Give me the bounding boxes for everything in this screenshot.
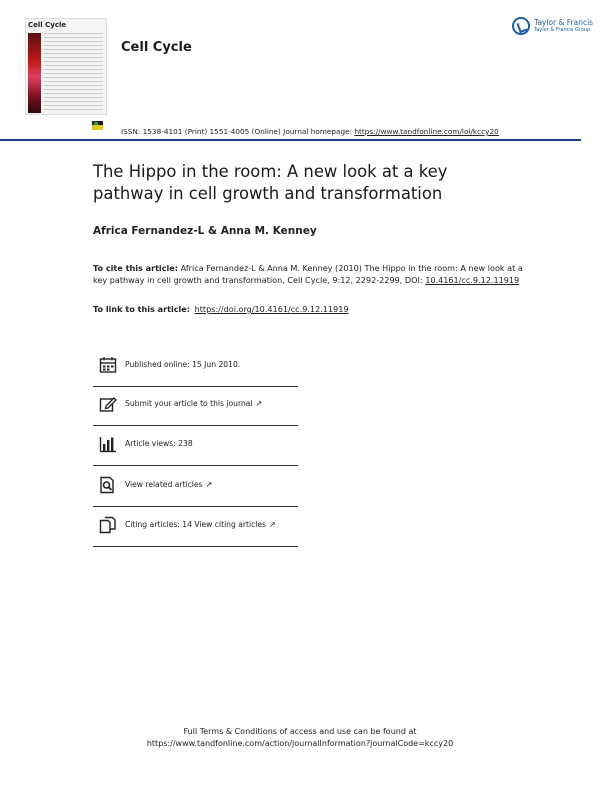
header-divider	[0, 139, 581, 141]
metric-citing-articles[interactable]	[93, 507, 298, 547]
metric-label: Article views: 238	[125, 439, 193, 448]
search-document-icon	[99, 476, 117, 494]
issn-text: ISSN: 1538-4101 (Print) 1551-4005 (Online) Journal homepage:	[121, 127, 355, 136]
metric-submit-link[interactable]	[125, 399, 262, 408]
publisher-logo-sub: Taylor & Francis Group	[534, 27, 591, 33]
link-label: To link to this article:	[93, 304, 191, 314]
cite-label: To cite this article:	[93, 263, 179, 273]
cite-doi-link[interactable]: 10.4161/cc.9.12.11919	[425, 275, 520, 285]
metric-submit-article[interactable]	[93, 386, 298, 426]
cover-image	[28, 33, 41, 113]
footer-terms-link[interactable]: https://www.tandfonline.com/action/journalInformation?journalCode=kccy20	[146, 739, 454, 748]
bar-chart-icon	[99, 435, 117, 453]
publisher-logo[interactable]	[512, 16, 594, 38]
calendar-icon	[99, 356, 117, 374]
metric-related-link[interactable]	[125, 480, 212, 489]
metric-published-online	[93, 347, 298, 387]
metric-label: Citing articles: 14 View citing articles	[125, 520, 266, 529]
copy-documents-icon	[99, 516, 117, 534]
article-authors: Africa Fernandez-L & Anna M. Kenney	[93, 225, 317, 237]
publisher-logo-icon	[512, 17, 530, 35]
publisher-logo-text: Taylor & Francis	[534, 18, 594, 27]
external-link-icon: ↗	[205, 480, 213, 489]
journal-name: Cell Cycle	[121, 40, 192, 55]
metric-label: Published online: 15 Jun 2010.	[125, 360, 241, 369]
journal-homepage-link[interactable]: https://www.tandfonline.com/loi/kccy20	[354, 127, 499, 136]
metric-article-views	[93, 426, 298, 466]
metric-label: View related articles	[125, 480, 203, 489]
metric-citing-link[interactable]	[125, 520, 276, 529]
external-link-icon: ↗	[255, 399, 263, 408]
article-title: The Hippo in the room: A new look at a key pathway in cell growth and transformation	[93, 162, 448, 203]
external-link-icon: ↗	[269, 520, 276, 529]
metric-label: Submit your article to this journal	[125, 399, 253, 408]
cover-contents	[44, 33, 103, 110]
footer-line-1: Full Terms & Conditions of access and use can be found at	[183, 727, 417, 736]
metric-related-articles[interactable]	[93, 467, 298, 507]
edit-icon	[99, 395, 117, 413]
article-doi-link[interactable]: https://doi.org/10.4161/cc.9.12.11919	[194, 304, 349, 314]
citation-block	[93, 262, 523, 286]
journal-cover-thumbnail[interactable]	[25, 18, 107, 115]
cite-text: Africa Fernandez-L & Anna M. Kenney (2010) The Hippo in the room: A new look at a key pathway in cell growth and transformation, Cell Cycle, 9:12, 2292-2299, DOI:	[93, 263, 523, 285]
cover-title: Cell Cycle	[28, 21, 67, 29]
footer-terms	[0, 726, 600, 750]
crossmark-icon[interactable]	[92, 121, 103, 130]
link-block	[93, 304, 349, 314]
issn-line	[121, 127, 499, 136]
